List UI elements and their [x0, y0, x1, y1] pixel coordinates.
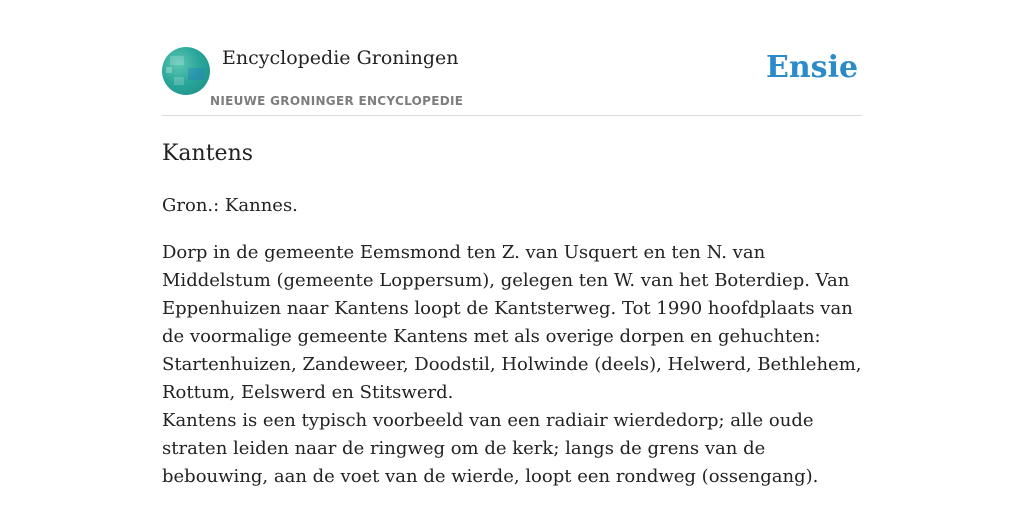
article-paragraph: Kantens is een typisch voorbeeld van een radiair wierdedorp; alle oude straten leiden naar de ringweg om de kerk; langs de grens van de bebouwing, aan de voet van de wierde, loopt een rondweg (ossengang).	[162, 410, 819, 487]
article-paragraph: Gron.: Kannes.	[162, 195, 298, 216]
site-subtitle: NIEUWE GRONINGER ENCYCLOPEDIE	[210, 94, 464, 108]
logo-tile	[170, 56, 184, 65]
site-logo-icon[interactable]	[162, 47, 210, 95]
article-title: Kantens	[162, 141, 254, 166]
logo-tile	[166, 67, 172, 73]
logo-tile	[174, 77, 184, 85]
header-divider	[162, 115, 862, 116]
site-title-link[interactable]: Encyclopedie Groningen	[222, 47, 459, 69]
logo-tile	[188, 68, 204, 80]
article-paragraph: Dorp in de gemeente Eemsmond ten Z. van Usquert en ten N. van Middelstum (gemeente Loppersum), gelegen ten W. van het Boterdiep. Van Eppenhuizen naar Kantens loopt de Kantsterweg. Tot 1990 hoofdplaats van de voormalige gemeente Kantens met als overige dorpen en gehuchten: Startenhuizen, Zandeweer, Doodstil, Holwinde (deels), Helwerd, Bethlehem, Rottum, Eelswerd en Stitswerd.	[162, 242, 862, 403]
ensie-brand-link[interactable]: Ensie	[766, 50, 859, 85]
